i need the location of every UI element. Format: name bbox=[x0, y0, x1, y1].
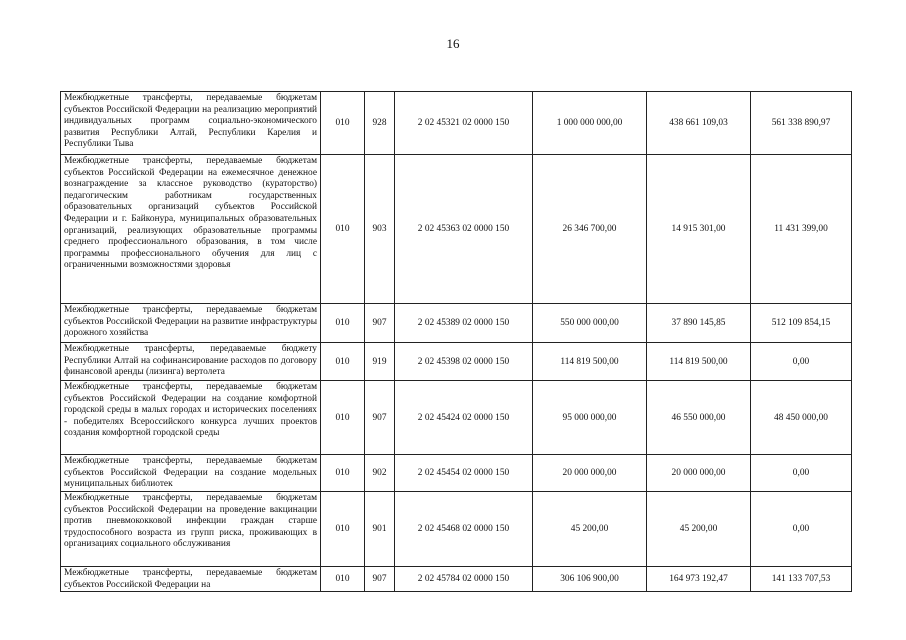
row-description: Межбюджетные трансферты, передаваемые бюджету Республики Алтай на софинансирование расходов по договору финансовой аренды (лизинга) вертолета bbox=[61, 343, 321, 381]
row-amount-2: 20 000 000,00 bbox=[647, 455, 751, 492]
row-admin-code: 901 bbox=[365, 492, 395, 567]
row-section-code: 010 bbox=[321, 492, 365, 567]
row-amount-3: 561 338 890,97 bbox=[751, 92, 852, 155]
row-section-code: 010 bbox=[321, 304, 365, 343]
table-row bbox=[61, 92, 852, 155]
row-kbk-code: 2 02 45389 02 0000 150 bbox=[395, 304, 533, 343]
row-amount-2: 438 661 109,03 bbox=[647, 92, 751, 155]
row-amount-total: 306 106 900,00 bbox=[533, 567, 647, 592]
row-description: Межбюджетные трансферты, передаваемые бюджетам субъектов Российской Федерации на ежемесячное денежное вознаграждение за классное руководство (кураторство) педагогическим работникам государственных образовательных организаций субъектов Российской Федерации и г. Байконура, муниципальных образовательных организаций, реализующих образовательные программы среднего профессионального образования, в том числе программы профессионального обучения для лиц с ограниченными возможностями здоровья bbox=[61, 155, 321, 304]
page-number: 16 bbox=[446, 36, 460, 51]
row-amount-total: 20 000 000,00 bbox=[533, 455, 647, 492]
row-section-code: 010 bbox=[321, 155, 365, 304]
row-admin-code: 919 bbox=[365, 343, 395, 381]
row-section-code: 010 bbox=[321, 455, 365, 492]
table-row bbox=[61, 155, 852, 304]
row-kbk-code: 2 02 45454 02 0000 150 bbox=[395, 455, 533, 492]
row-description: Межбюджетные трансферты, передаваемые бюджетам субъектов Российской Федерации на проведение вакцинации против пневмококковой инфекции граждан старше трудоспособного возраста из групп риска, проживающих в организациях социального обслуживания bbox=[61, 492, 321, 567]
row-amount-3: 0,00 bbox=[751, 492, 852, 567]
row-amount-2: 114 819 500,00 bbox=[647, 343, 751, 381]
row-description: Межбюджетные трансферты, передаваемые бюджетам субъектов Российской Федерации на создание комфортной городской среды в малых городах и исторических поселениях - победителях Всероссийского конкурса лучших проектов создания комфортной городской среды bbox=[61, 381, 321, 455]
row-admin-code: 907 bbox=[365, 567, 395, 592]
row-amount-2: 14 915 301,00 bbox=[647, 155, 751, 304]
row-amount-total: 114 819 500,00 bbox=[533, 343, 647, 381]
row-amount-total: 26 346 700,00 bbox=[533, 155, 647, 304]
row-section-code: 010 bbox=[321, 381, 365, 455]
row-description: Межбюджетные трансферты, передаваемые бюджетам субъектов Российской Федерации на создание модельных муниципальных библиотек bbox=[61, 455, 321, 492]
row-kbk-code: 2 02 45363 02 0000 150 bbox=[395, 155, 533, 304]
row-amount-2: 37 890 145,85 bbox=[647, 304, 751, 343]
table-row bbox=[61, 492, 852, 567]
row-description: Межбюджетные трансферты, передаваемые бюджетам субъектов Российской Федерации на реализацию мероприятий индивидуальных программ социально-экономического развития Республики Алтай, Республики Карелия и Республики Тыва bbox=[61, 92, 321, 155]
row-section-code: 010 bbox=[321, 343, 365, 381]
row-section-code: 010 bbox=[321, 567, 365, 592]
row-amount-3: 0,00 bbox=[751, 343, 852, 381]
row-amount-2: 164 973 192,47 bbox=[647, 567, 751, 592]
table-row bbox=[61, 381, 852, 455]
budget-table bbox=[60, 91, 852, 592]
table-row bbox=[61, 455, 852, 492]
budget-table-body bbox=[61, 92, 852, 592]
row-amount-3: 11 431 399,00 bbox=[751, 155, 852, 304]
row-admin-code: 902 bbox=[365, 455, 395, 492]
row-amount-3: 512 109 854,15 bbox=[751, 304, 852, 343]
row-amount-total: 95 000 000,00 bbox=[533, 381, 647, 455]
row-admin-code: 928 bbox=[365, 92, 395, 155]
row-amount-total: 45 200,00 bbox=[533, 492, 647, 567]
row-kbk-code: 2 02 45321 02 0000 150 bbox=[395, 92, 533, 155]
row-amount-2: 45 200,00 bbox=[647, 492, 751, 567]
table-row bbox=[61, 567, 852, 592]
row-kbk-code: 2 02 45468 02 0000 150 bbox=[395, 492, 533, 567]
table-row bbox=[61, 343, 852, 381]
row-admin-code: 907 bbox=[365, 304, 395, 343]
row-amount-total: 1 000 000 000,00 bbox=[533, 92, 647, 155]
row-amount-3: 141 133 707,53 bbox=[751, 567, 852, 592]
row-amount-2: 46 550 000,00 bbox=[647, 381, 751, 455]
row-section-code: 010 bbox=[321, 92, 365, 155]
row-admin-code: 907 bbox=[365, 381, 395, 455]
row-description: Межбюджетные трансферты, передаваемые бюджетам субъектов Российской Федерации на bbox=[61, 567, 321, 592]
row-kbk-code: 2 02 45424 02 0000 150 bbox=[395, 381, 533, 455]
row-amount-total: 550 000 000,00 bbox=[533, 304, 647, 343]
row-amount-3: 0,00 bbox=[751, 455, 852, 492]
row-description: Межбюджетные трансферты, передаваемые бюджетам субъектов Российской Федерации на развитие инфраструктуры дорожного хозяйства bbox=[61, 304, 321, 343]
row-kbk-code: 2 02 45398 02 0000 150 bbox=[395, 343, 533, 381]
row-kbk-code: 2 02 45784 02 0000 150 bbox=[395, 567, 533, 592]
row-amount-3: 48 450 000,00 bbox=[751, 381, 852, 455]
table-row bbox=[61, 304, 852, 343]
row-admin-code: 903 bbox=[365, 155, 395, 304]
